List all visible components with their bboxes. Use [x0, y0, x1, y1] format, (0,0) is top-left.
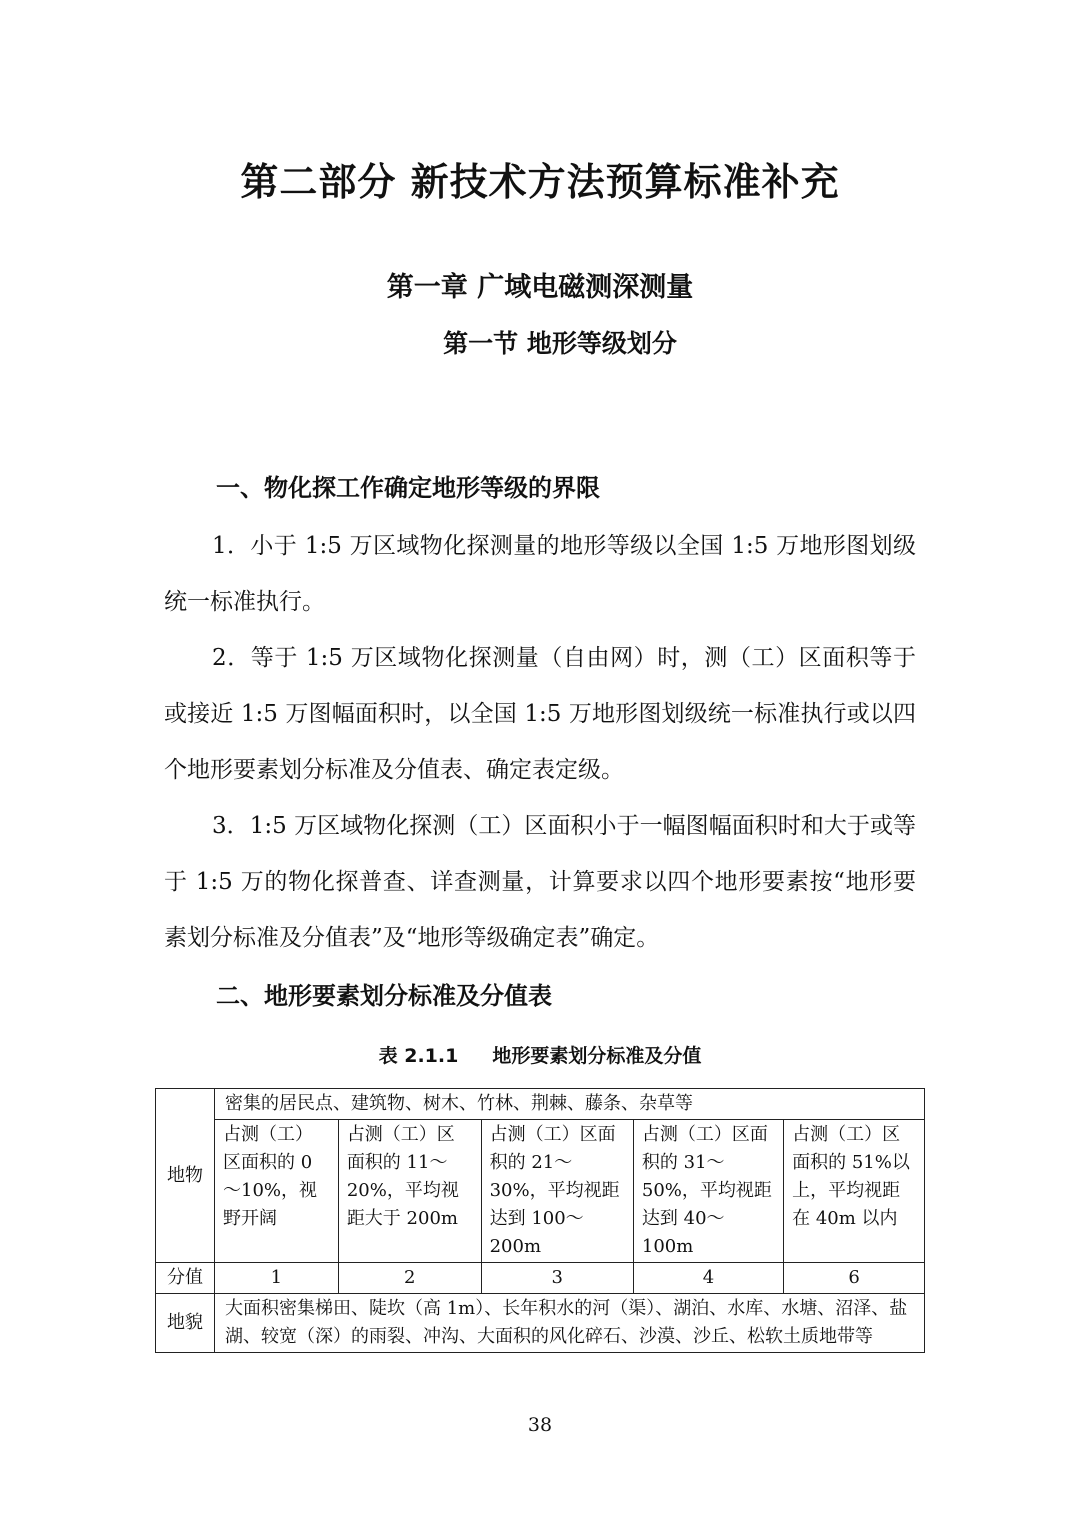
table-row — [156, 1294, 925, 1353]
row-header-ground-objects: 地物 — [156, 1089, 215, 1263]
table-cell: 占测（工）区面积的 0～10%，视野开阔 — [215, 1120, 339, 1263]
table-cell: 占测（工）区面积的 21～30%，平均视距达到 100～200m — [481, 1120, 633, 1263]
table-caption-number: 表 2.1.1 — [378, 1045, 459, 1067]
score-cell: 2 — [338, 1263, 481, 1294]
table-cell: 占测（工）区面积的 11～20%，平均视距大于 200m — [338, 1120, 481, 1263]
table-caption-title: 地形要素划分标准及分值 — [492, 1045, 702, 1067]
table-row — [156, 1089, 925, 1120]
paragraph-2: 2．等于 1:5 万区域物化探测量（自由网）时，测（工）区面积等于或接近 1:5 万图幅面积时，以全国 1:5 万地形图划级统一标准执行或以四个地形要素划分标准及分值表、确定表定级。 — [164, 645, 916, 783]
section-title: 第一节 地形等级划分 — [443, 329, 677, 358]
ground-objects-summary: 密集的居民点、建筑物、树木、竹林、荆棘、藤条、杂草等 — [215, 1089, 925, 1120]
row-header-landforms: 地貌 — [156, 1294, 215, 1353]
score-cell: 1 — [215, 1263, 339, 1294]
table-row — [156, 1263, 925, 1294]
heading-terrain-elements-table: 二、地形要素划分标准及分值表 — [216, 982, 552, 1010]
heading-terrain-level-limits: 一、物化探工作确定地形等级的界限 — [216, 474, 600, 502]
table-cell: 占测（工）区面积的 51%以上，平均视距在 40m 以内 — [784, 1120, 925, 1263]
score-cell: 4 — [633, 1263, 783, 1294]
paragraph-1: 1．小于 1:5 万区域物化探测量的地形等级以全国 1:5 万地形图划级统一标准执行。 — [164, 533, 916, 615]
score-cell: 6 — [784, 1263, 925, 1294]
score-cell: 3 — [481, 1263, 633, 1294]
page-number: 38 — [527, 1414, 553, 1436]
row-header-score: 分值 — [156, 1263, 215, 1294]
table-cell: 占测（工）区面积的 31～50%，平均视距达到 40～100m — [633, 1120, 783, 1263]
landforms-description: 大面积密集梯田、陡坎（高 1m）、长年积水的河（渠）、湖泊、水库、水塘、沼泽、盐湖、较宽（深）的雨裂、冲沟、大面积的风化碎石、沙漠、沙丘、松软土质地带等 — [215, 1294, 925, 1353]
table-row — [156, 1120, 925, 1263]
chapter-title: 第一章 广域电磁测深测量 — [386, 272, 694, 303]
terrain-elements-table — [155, 1088, 925, 1353]
table-caption — [0, 1036, 1080, 1076]
paragraph-3: 3．1:5 万区域物化探测（工）区面积小于一幅图幅面积时和大于或等于 1:5 万的物化探普查、详查测量，计算要求以四个地形要素按“地形要素划分标准及分值表”及“地形等级确定表”确定。 — [164, 813, 916, 951]
part-title: 第二部分 新技术方法预算标准补充 — [240, 160, 840, 204]
